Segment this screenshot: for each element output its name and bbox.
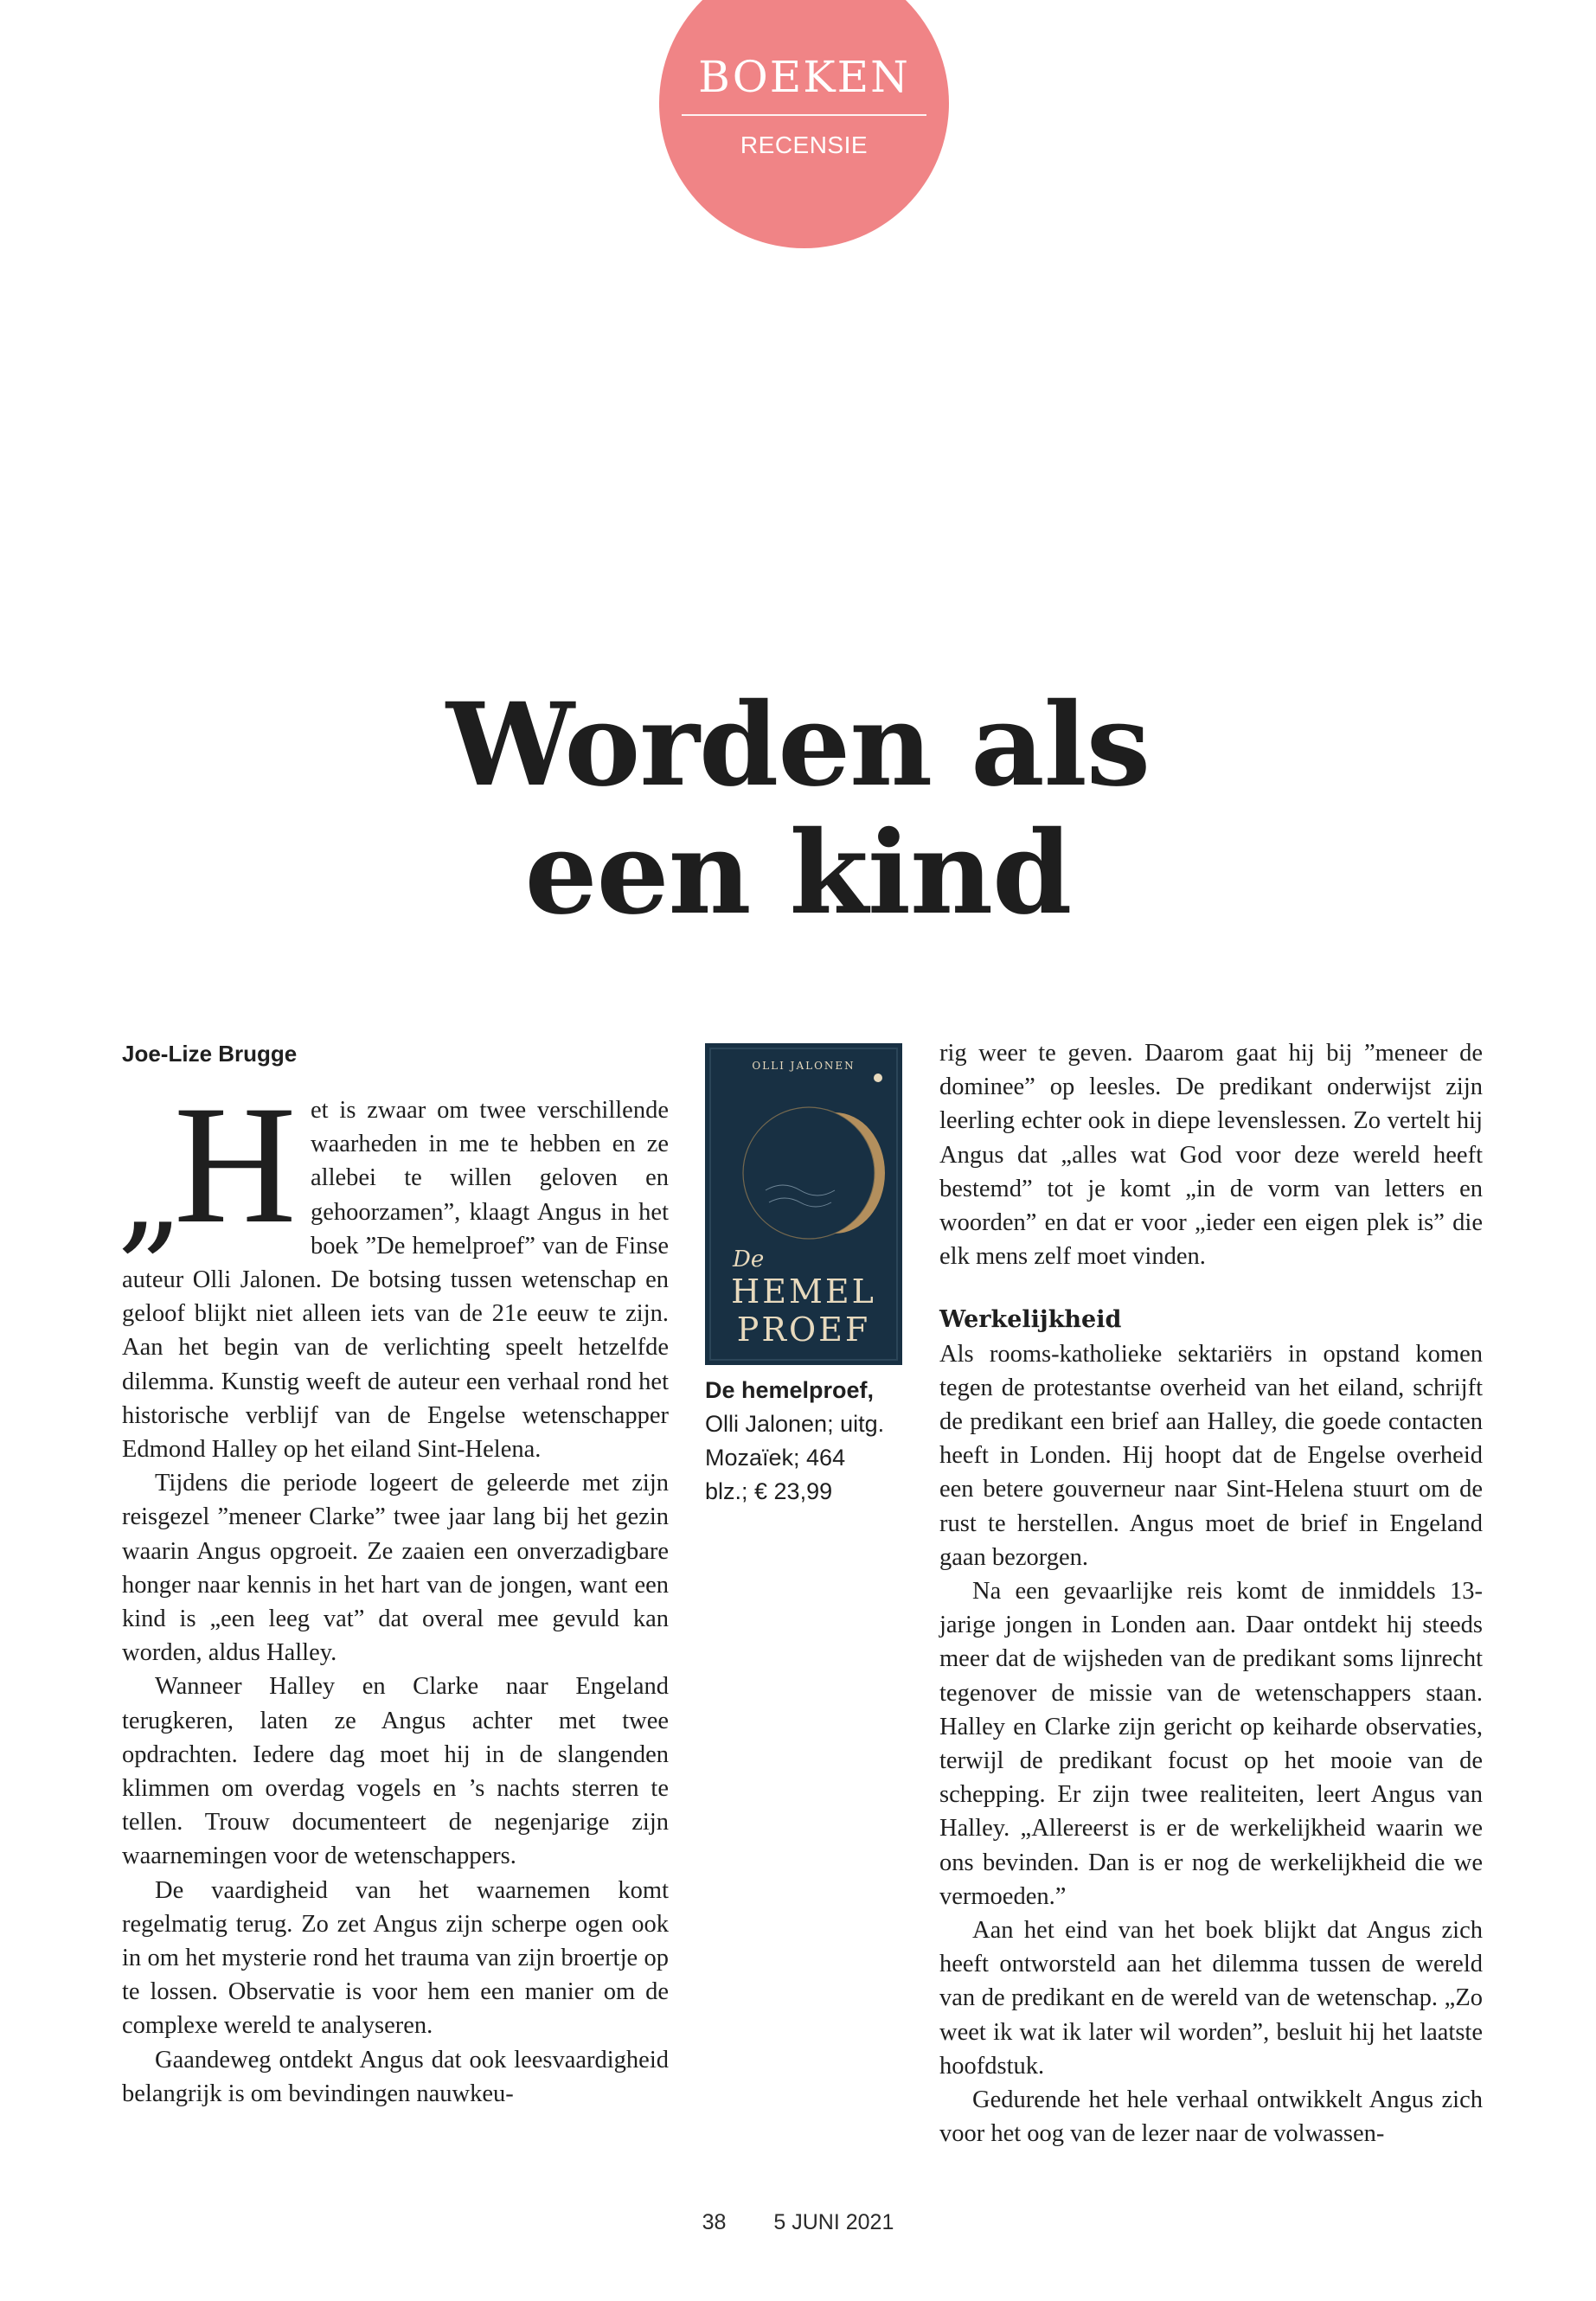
section-badge	[659, 0, 949, 248]
section-subtitle: RECENSIE	[740, 131, 869, 158]
caption-author: Olli Jalonen; uitg.	[705, 1411, 885, 1437]
badge-divider	[682, 114, 926, 116]
drop-cap	[117, 1071, 311, 1267]
caption-price: blz.; € 23,99	[705, 1478, 833, 1504]
drop-cap-letter: H	[174, 1071, 297, 1259]
cover-author-text: OLLI JALONEN	[752, 1060, 856, 1072]
cover-small-moon	[874, 1074, 882, 1082]
body-paragraph: De vaardigheid van het waarnemen komt regelmatig terug. Zo zet Angus zijn scherpe ogen ook in om het mysterie rond het trauma van zijn broertje op te lossen. Observatie is voor hem een manier om de complexe wereld te analyseren.	[122, 1876, 669, 2040]
book-cover-image	[705, 1043, 902, 1365]
book-cover-art	[705, 1043, 902, 1365]
body-paragraph: Als rooms-katholieke sektariërs in opstand komen tegen de protestantse overheid van het eiland, schrijft de predikant een brief aan Halley, die goede contacten heeft in Londen. Hij hoopt dat de Engelse overheid een betere gouverneur naar Sint-Helena stuurt om de rust te herstellen. Angus moet de brief in Engeland gaan bezorgen.	[939, 1340, 1483, 1571]
issue-date: 5 JUNI 2021	[773, 2210, 894, 2234]
body-paragraph: Gedurende het hele verhaal ontwikkelt Angus zich voor het oog van de lezer naar de volwassen-	[939, 2086, 1483, 2148]
drop-cap-quote: „	[117, 1117, 184, 1267]
body-paragraph: Tijdens die periode logeert de geleerde met zijn reisgezel ”meneer Clarke” twee jaar lang bij het gezin waarin Angus opgroeit. Ze zaaien een onverzadigbare honger naar kennis in het hart van de jongen, want een kind is „een leeg vat” dat overal mee gevuld kan worden, aldus Halley.	[122, 1470, 669, 1667]
caption-title: De hemelproef,	[705, 1377, 875, 1403]
body-paragraph: Gaandeweg ontdekt Angus dat ook leesvaardigheid belangrijk is om bevindingen nauwkeu-	[122, 2046, 669, 2107]
page-footer	[0, 2210, 1596, 2235]
body-paragraph: Na een gevaarlijke reis komt de inmiddels 13-jarige jongen in Londen aan. Daar ontdekt hij steeds meer dat de wijsheden van de predikant soms lijnrecht tegenover de missie van de wetenschappers staan. Halley en Clarke zijn gericht op keiharde observaties, terwijl de predikant focust op het mooie van de schepping. Er zijn twee realiteiten, leert Angus van Halley. „Allereerst is er de werkelijkheid waarin we ons bevinden. Dan is er nog de werkelijkheid die we vermoeden.”	[939, 1578, 1483, 1910]
body-paragraph: rig weer te geven. Daarom gaat hij bij ”meneer de dominee” op leesles. De predikant onderwijst zijn leerling echter ook in diepe levenslessen. Zo vertelt hij Angus dat „alles wat God voor deze wereld heeft bestemd” tot je komt „in de vorm van letters en woorden” en dat er voor „ieder een eigen plek is” die elk mens zelf moet vinden.	[939, 1040, 1483, 1271]
section-title: BOEKEN	[698, 52, 910, 102]
body-paragraph: Wanneer Halley en Clarke naar Engeland terugkeren, laten ze Angus achter met twee opdrachten. Iedere dag moet hij in de slangenden klimmen om overdag vogels en ’s nachts sterren te tellen. Trouw documenteert de negenjarige zijn waarnemingen voor de wetenschappers.	[122, 1673, 669, 1870]
subheading: Werkelijkheid	[939, 1306, 1122, 1334]
book-caption	[705, 1374, 913, 1509]
cover-title-line-2: PROEF	[736, 1311, 871, 1349]
lead-paragraph	[117, 1071, 669, 1466]
headline-line-1: Worden als	[445, 678, 1151, 813]
cover-title-script: De	[733, 1247, 765, 1272]
right-column	[939, 1036, 1483, 2151]
body-paragraph: Aan het eind van het boek blijkt dat Angus zich heeft ontworsteld aan het dilemma tussen de wereld van de predikant en de wereld van de wetenschap. „Zo weet ik wat ik later wil worden”, besluit hij het laatste hoofdstuk.	[939, 1917, 1483, 2080]
author-byline: Joe-Lize Brugge	[122, 1041, 298, 1067]
page-number: 38	[702, 2210, 727, 2234]
caption-publisher: Mozaïek; 464	[705, 1445, 846, 1471]
headline-line-2: een kind	[524, 806, 1072, 941]
article-headline	[0, 678, 1596, 941]
left-column	[117, 1036, 669, 2111]
lead-text: et is zwaar om twee verschillende waarheden in me te hebben en ze allebei te willen geloven en gehoorzamen”, klaagt Angus in het boek ”De hemelproef” van de Finse auteur Olli Jalonen. De botsing tussen wetenschap en geloof blijkt niet alleen iets van de 21e eeuw te zijn. Aan het begin van de verlichting speelt hetzelfde dilemma. Kunstig weeft de auteur een verhaal rond het historische verblijf van de Engelse wetenschapper Edmond Halley op het eiland Sint-Helena.	[122, 1097, 669, 1464]
cover-title-line-1: HEMEL	[731, 1272, 876, 1311]
